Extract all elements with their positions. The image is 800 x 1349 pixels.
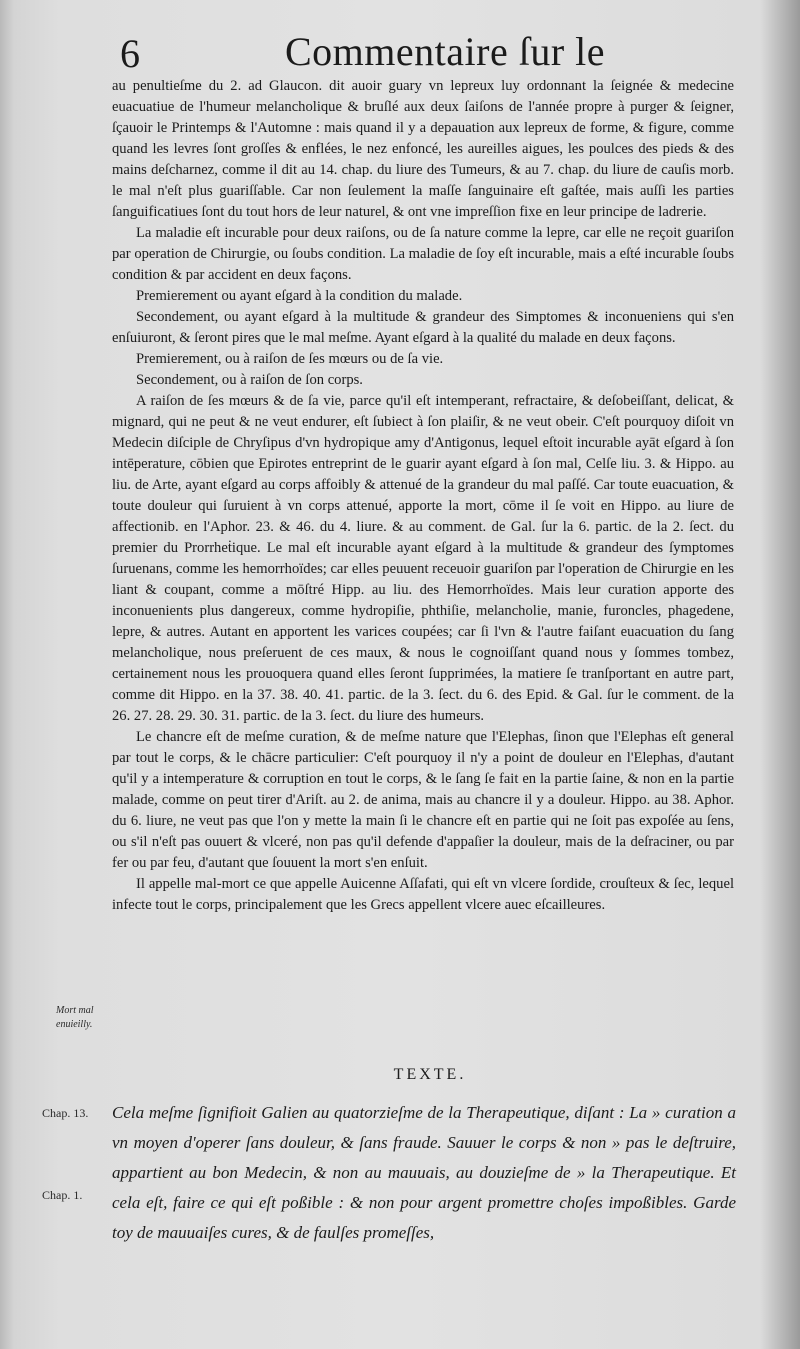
paragraph: Il appelle mal-mort ce que appelle Auicenne Aſſafati, qui eſt vn vlcere ſordide, crouſteux & ſec, lequel infecte tout le corps, principalement que les Grecs appellent vlcere auec eſcailleures. bbox=[112, 876, 734, 913]
section-heading-texte: TEXTE. bbox=[393, 1066, 467, 1083]
margin-note-mort-mal: Mort mal enuieilly. bbox=[56, 1005, 94, 1030]
paragraph: Premierement ou ayant eſgard à la condition du malade. bbox=[136, 288, 463, 304]
paragraph: Le chancre eſt de meſme curation, & de meſme nature que l'Elephas, ſinon que l'Elephas eſt general par tout le corps, & le chācre particulier: C'eſt pourquoy il n'y a point de douleur en l'Elephas, d'autant qu'il y a intemperature & corruption en tout le corps, & le ſang ſe fait en la partie ſaine, & non en la partie malade, comme on peut tirer d'Ariſt. au 2. de anima, mais au chancre il y a douleur. Hippo. au 38. Aphor. du 6. liure, ne veut pas que l'on y mette la main ſi le chancre eſt en partie qui ne ſoit pas expoſée au ſens, ou s'il n'eſt pas ouuert & vlceré, non pas qu'il defende d'appaſier la douleur, mais de la deſraciner, ou par fer ou par feu, d'autant que ſouuent la mort s'en enſuit. bbox=[112, 729, 734, 871]
paragraph: Secondement, ou ayant eſgard à la multitude & grandeur des Simptomes & inconueniens qui s'en enſuiuront, & ſeront pires que le mal meſme. Ayant eſgard à la qualité du malade en deux façons. bbox=[112, 309, 734, 346]
page-header bbox=[0, 20, 800, 80]
paragraph: au penultieſme du 2. ad Glaucon. dit auoir guary vn lepreux luy ordonnant la ſeignée & medecine euacuatiue de l'humeur melancholique & bruſlé aux deux ſaiſons de l'année propre à purger & ſeigner, ſçauoir le Printemps & l'Automne : mais quand il y a depauation aux lepreux de forme, & figure, comme quand les levres ſont groſſes & enflées, le nez enfoncé, les aureilles aigues, les poulces des pieds & des mains deſcharnez, comme il dit au 14. chap. du liure des Tumeurs, & au 7. chap. du liure de cauſis morb. le mal n'eſt plus guariſſable. Car non ſeulement la maſſe ſanguinaire eſt gaſtée, mais auſſi les parties ſanguificatiues ſont du tout hors de leur naturel, & ont vne impreſſion fixe en leur principe de ladrerie. bbox=[112, 78, 734, 220]
paragraph: Secondement, ou à raiſon de ſon corps. bbox=[136, 372, 363, 388]
page-number: 6 bbox=[120, 31, 140, 76]
paragraph: Premierement, ou à raiſon de ſes mœurs ou de ſa vie. bbox=[136, 351, 444, 367]
margin-note-chapter-1: Chap. 1. bbox=[42, 1188, 83, 1202]
running-title: Commentaire ſur le bbox=[285, 29, 606, 74]
quoted-text: Cela meſme ſignifioit Galien au quatorzieſme de la Therapeutique, diſant : La » curation a vn moyen d'operer ſans douleur, & ſans fraude. Sauuer le corps & non » pas le deſtruire, appartient au bon Medecin, & non au mauuais, au douzieſme de » la Therapeutique. Et cela eſt, faire ce qui eſt poßible : & non pour argent promettre choſes impoßibles. Garde toy de mauuaiſes cures, & de faulſes promeſſes, bbox=[112, 1103, 736, 1242]
paragraph: A raiſon de ſes mœurs & de ſa vie, parce qu'il eſt intemperant, refractaire, & deſobeiſſant, delicat, & mignard, qui ne peut & ne veut endurer, eſt ſubiect à ſon plaiſir, & ne veut obeir. C'eſt pourquoy diſoit vn Medecin diſciple de Chryſipus d'vn hydropique amy d'Antigonus, lequel eſtoit incurable ayāt eſgard à ſon intēperature, cōbien que Epirotes entreprint de le guarir ayant eſgard à ſon mal, Celſe liu. 3. & Hippo. au liu. de Arte, ayant eſgard au corps affoibly & attenué de la grandeur du mal paſſé. Car toute euacuation, & toute douleur qui ſuruient à vn corps attenué, apporte la mort, cōme il ſe voit en Hippo. au liure de affectionib. en l'Aphor. 23. & 46. du 4. liure. & au comment. de Gal. ſur la 6. partic. de la 2. ſect. du premier du Prorrheṫique. Le mal eſt incurable ayant eſgard à la multitude & grandeur des ſymptomes ſuruenans, comme les hemorrhoïdes; car elles peuuent receuoir guariſon par l'operation de Chirurgie en les liant & coupant, comme a mōſtré Hipp. au liu. des Hemorrhoïdes. Mais leur curation apporte des inconuenients plus dangereux, comme hydropiſie, phthiſie, melancholie, manie, furoncles, phagedene, lepre, & autres. Autant en apportent les varices coupées; car ſi l'vn & l'autre faiſant euacuation du ſang melancholique, nous preſeruent de ces maux, & nous le cognoiſſant quand nous y ſommes tombez, certainement nous les prouoquera quand elles ſeront ſupprimées, la matiere ſe tranſportant en autre part, comme dit Hippo. en la 37. 38. 40. 41. partic. de la 3. ſect. du 6. des Epid. & Gal. ſur le comment. de la 26. 27. 28. 29. 30. 31. partic. de la 3. ſect. du liure des humeurs. bbox=[112, 393, 734, 724]
body-text bbox=[112, 76, 734, 916]
paragraph: La maladie eſt incurable pour deux raiſons, ou de ſa nature comme la lepre, car elle ne reçoit guariſon par operation de Chirurgie, ou ſoubs condition. La maladie de ſoy eſt incurable, mais a eſté incurable ſoubs condition & par accident en deux façons. bbox=[112, 225, 734, 283]
margin-note-chapter-13: Chap. 13. bbox=[42, 1106, 89, 1120]
